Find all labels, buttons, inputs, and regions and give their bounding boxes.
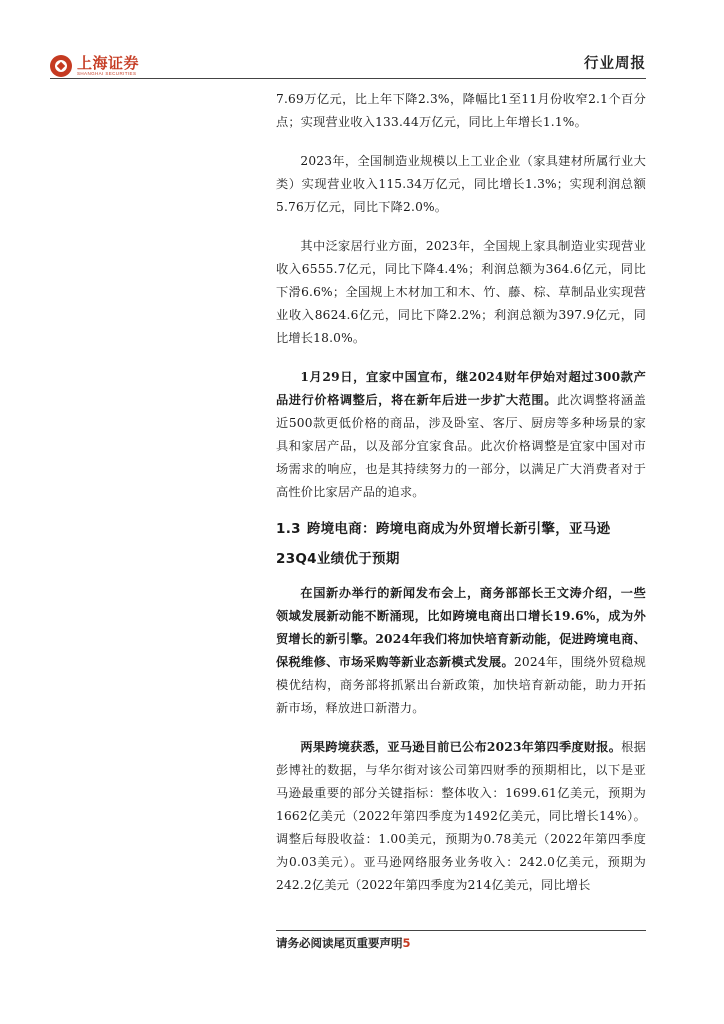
section-number: 1.3 bbox=[276, 521, 301, 537]
paragraph-ikea-body: 此次调整将涵盖近500款更低价格的商品，涉及卧室、客厅、厨房等多种场景的家具和家居产品，以及部分宜家食品。此次价格调整是宜家中国对市场需求的响应，也是其持续努力的一部分，以满足广大消费者对于高性价比家居产品的追求。 bbox=[276, 393, 647, 499]
logo-chinese-name: 上海证券 bbox=[77, 54, 140, 72]
paragraph-ikea bbox=[276, 366, 646, 504]
section-heading bbox=[276, 514, 646, 574]
footer-disclaimer-text: 请务必阅读尾页重要声明 bbox=[276, 936, 403, 950]
logo-text bbox=[77, 55, 139, 77]
paragraph-cross-border-body: 2024年，围绕外贸稳规模优结构，商务部将抓紧出台新政策，加快培育新动能，助力开拓新市场，释放进口新潜力。 bbox=[276, 655, 646, 715]
page-number: 5 bbox=[402, 936, 411, 950]
page-footer bbox=[276, 930, 646, 951]
paragraph-ikea-lead: 1月29日，宜家中国宣布，继2024财年伊始对超过300款产品进行价格调整后，将在新年后进一步扩大范围。 bbox=[276, 370, 646, 407]
paragraph-amazon-lead: 两果跨境获悉，亚马逊目前已公布2023年第四季度财报。 bbox=[300, 740, 622, 754]
footer-disclaimer bbox=[276, 935, 646, 951]
logo-emblem-icon bbox=[50, 55, 72, 77]
paragraph-cross-border-lead: 在国新办举行的新闻发布会上，商务部部长王文涛介绍，一些领域发展新动能不断涌现，比如跨境电商出口增长19.6%，成为外贸增长的新引擎。2024年我们将加快培育新动能，促进跨境电商、保税维修、市场采购等新业态新模式发展。 bbox=[276, 586, 646, 669]
paragraph-manufacturing: 2023年，全国制造业规模以上工业企业（家具建材所属行业大类）实现营业收入115.34万亿元，同比增长1.3%；实现利润总额5.76万亿元，同比下降2.0%。 bbox=[276, 154, 646, 214]
header-divider bbox=[50, 78, 646, 79]
company-logo bbox=[50, 55, 139, 77]
report-type-label: 行业周报 bbox=[584, 56, 646, 72]
page-header bbox=[50, 44, 646, 80]
page-body bbox=[276, 88, 646, 897]
paragraph-cross-border bbox=[276, 582, 646, 720]
paragraph-home-furnishing: 其中泛家居行业方面，2023年，全国规上家具制造业实现营业收入6555.7亿元，同比下降4.4%；利润总额为364.6亿元，同比下滑6.6%；全国规上木材加工和木、竹、藤、棕、草制品业实现营业收入8624.6亿元，同比下降2.2%；利润总额为397.9亿元，同比增长18.0%。 bbox=[276, 239, 646, 345]
logo-english-name: SHANGHAI SECURITIES bbox=[77, 71, 137, 76]
section-title: 跨境电商：跨境电商成为外贸增长新引擎，亚马逊23Q4业绩优于预期 bbox=[276, 521, 611, 567]
paragraph-amazon bbox=[276, 736, 646, 897]
footer-divider bbox=[276, 930, 646, 931]
paragraph-continued: 7.69万亿元，比上年下降2.3%，降幅比1至11月份收窄2.1个百分点；实现营业收入133.44万亿元，同比上年增长1.1%。 bbox=[276, 92, 646, 129]
paragraph-amazon-body: 根据彭博社的数据，与华尔街对该公司第四财季的预期相比，以下是亚马逊最重要的部分关键指标：整体收入：1699.61亿美元，预期为1662亿美元（2022年第四季度为1492亿美元，同比增长14%）。调整后每股收益：1.00美元，预期为0.78美元（2022年第四季度为0.03美元）。亚马逊网络服务业务收入：242.0亿美元，预期为242.2亿美元（2022年第四季度为214亿美元，同比增长 bbox=[276, 740, 646, 892]
